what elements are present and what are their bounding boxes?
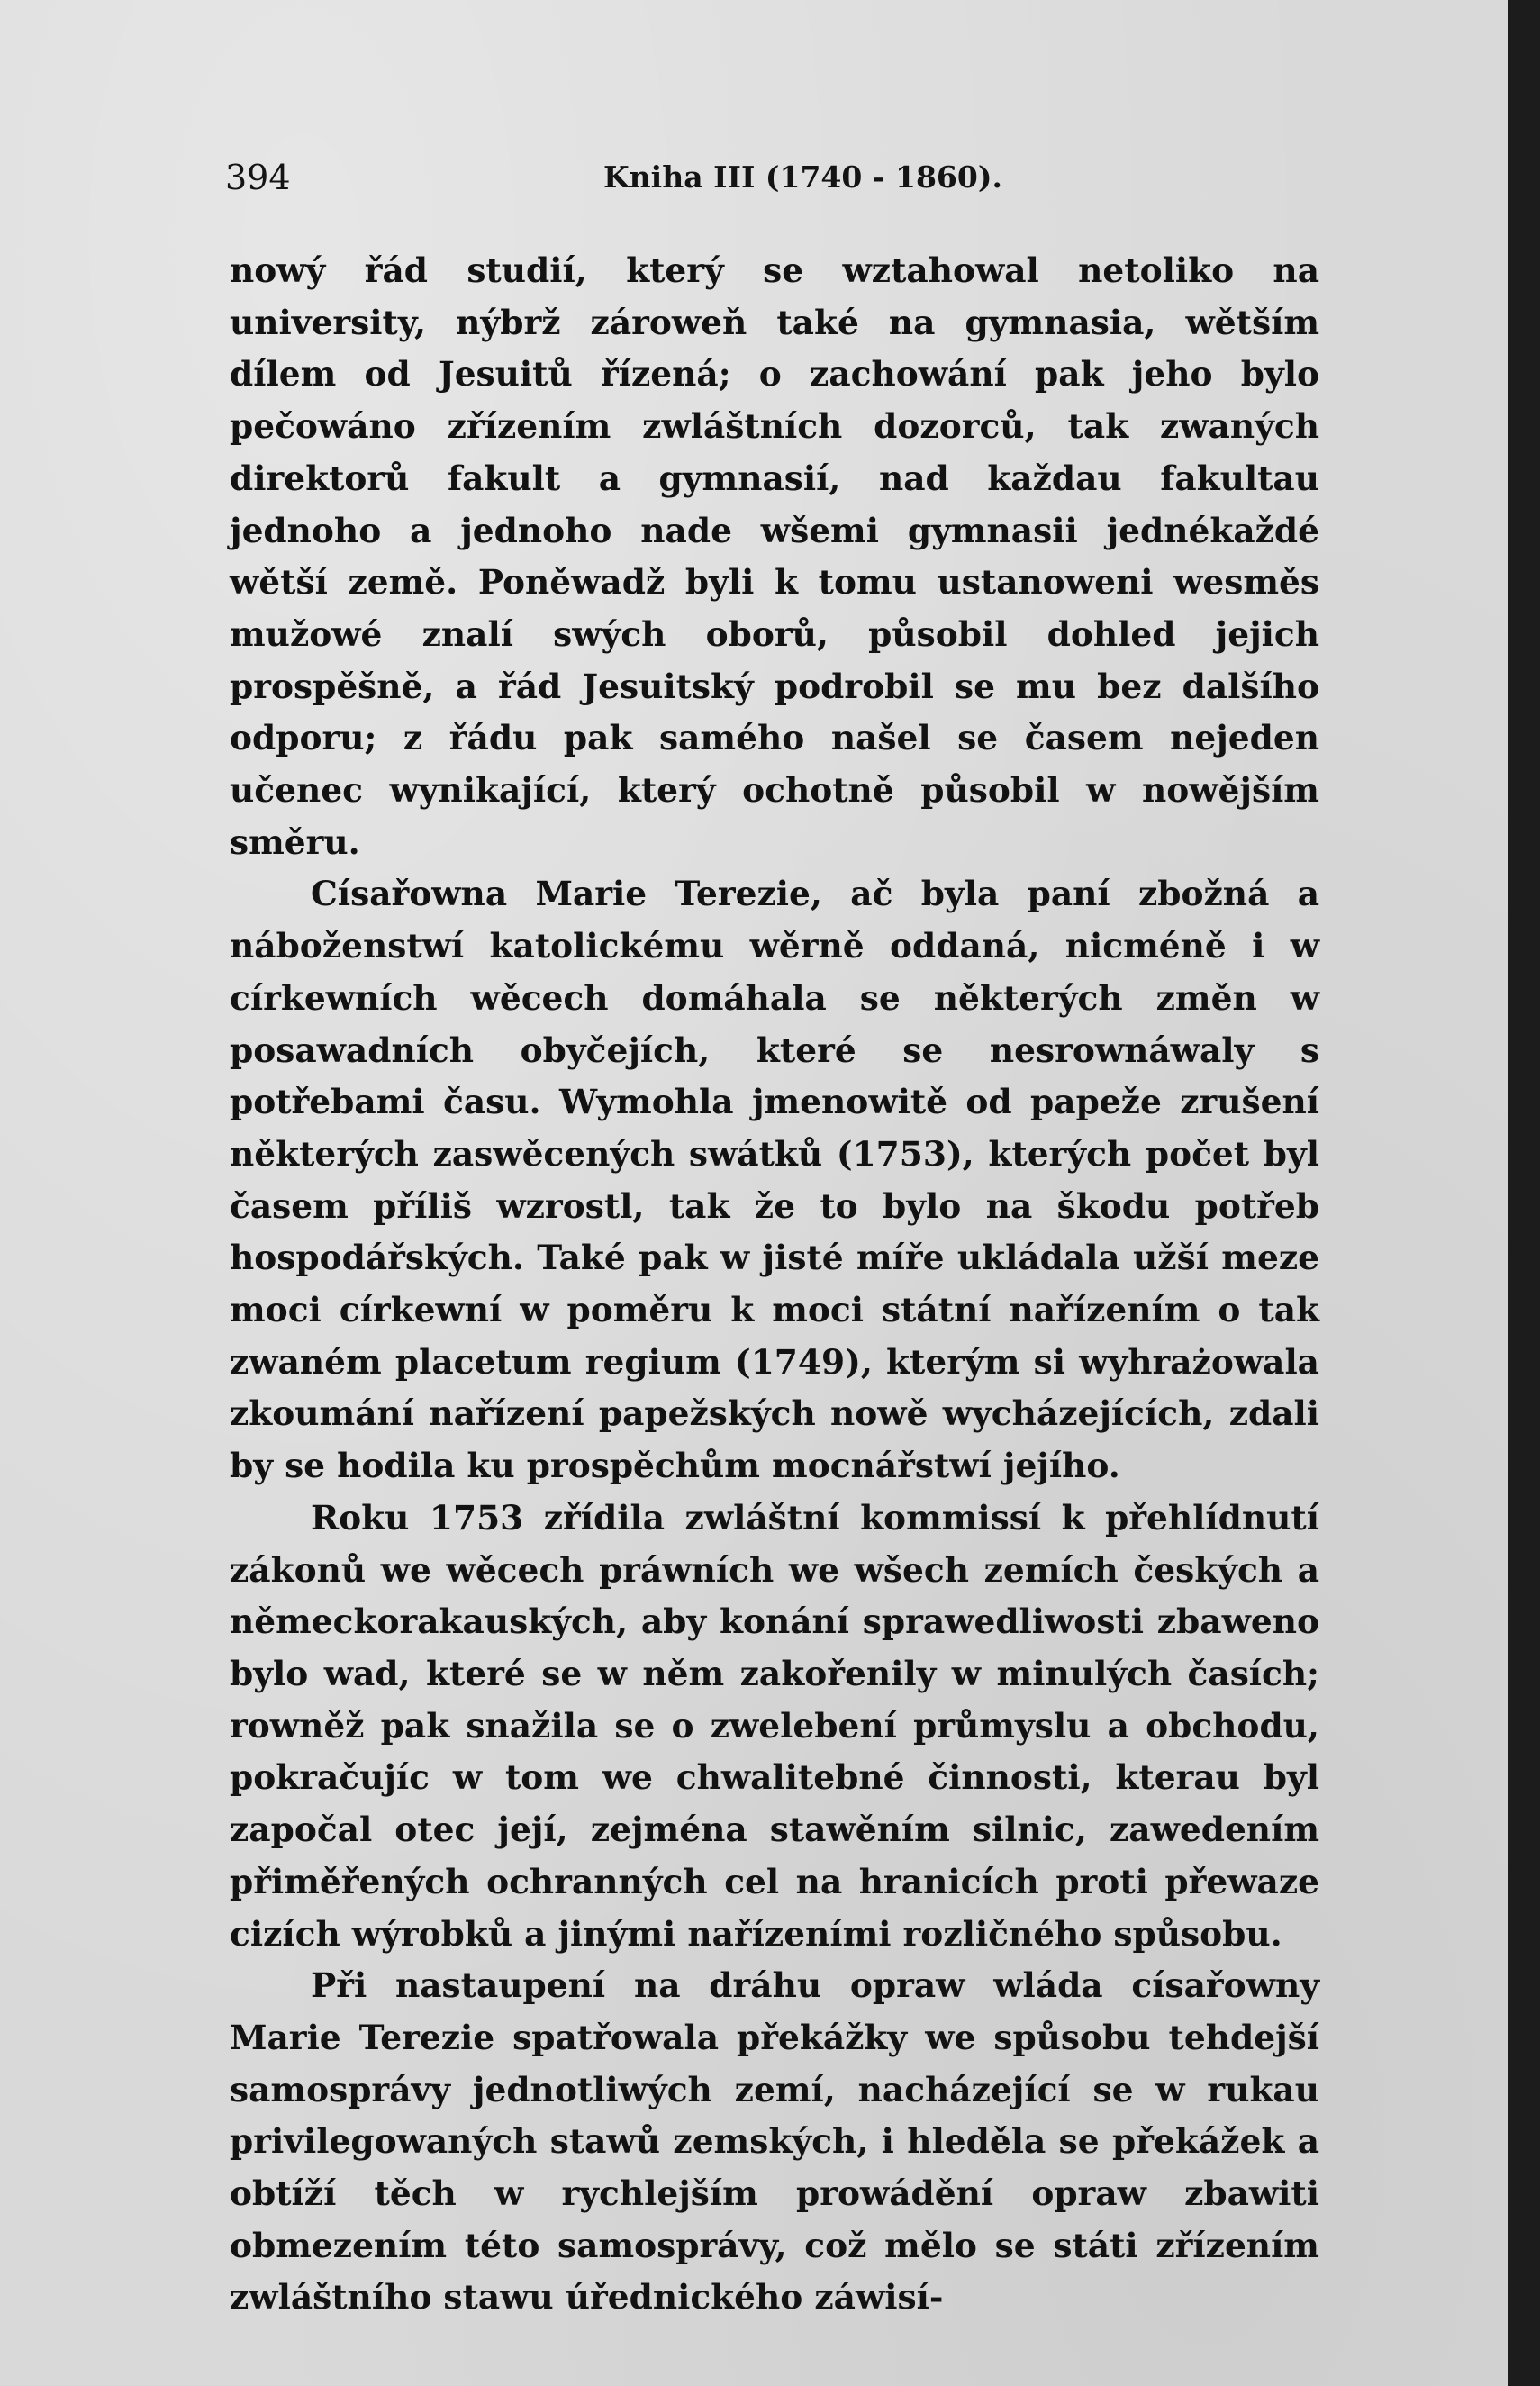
page-number: 394 bbox=[225, 158, 291, 197]
running-head: Kniha III (1740 - 1860). bbox=[603, 159, 1002, 195]
body-text bbox=[230, 245, 1319, 2324]
paragraph-continuation: nowý řád studií, který se wztahowal netoliko na university, nýbrž zároweň také na gymnasia, wětším dílem od Jesuitů řízená; o zachowání pak jeho bylo pečowáno zřízením zwláštních dozorců, tak zwaných direktorů fakult a gymnasií, nad každau fakultau jednoho a jednoho nade wšemi gymnasii jednékaždé wětší země. Poněwadž byli k tomu ustanoweni wesměs mužowé znalí swých oborů, působil dohled jejich prospěšně, a řád Jesuitský podrobil se mu bez dalšího odporu; z řádu pak samého našel se časem nejeden učenec wynikající, který ochotně působil w nowějším směru. bbox=[230, 250, 1319, 862]
paragraph-administration: Při nastaupení na dráhu opraw wláda císařowny Marie Terezie spatřowala překážky we spůsobu tehdejší samosprávy jednotliwých zemí, nacházející se w rukau privilegowaných stawů zemských, i hleděla se překážek a obtíží těch w rychlejším prowádění opraw zbawiti obmezením této samosprávy, což mělo se státi zřízením zwláštního stawu úřednického záwisí- bbox=[230, 1965, 1319, 2318]
paragraph-law-commission: Roku 1753 zřídila zwláštní kommissí k přehlídnutí zákonů we wěcech práwních we wšech zemích českých a německorakauských, aby konání sprawedliwosti zbaweno bylo wad, které se w něm zakořenily w minulých časích; rowněž pak snažila se o zwelebení průmyslu a obchodu, pokračujíc w tom we chwalitebné činnosti, kterau byl započal otec její, zejména stawěním silnic, zawedením přiměřených ochranných cel na hranicích proti přewaze cizích wýrobků a jinými nařízeními rozličného spůsobu. bbox=[230, 1497, 1319, 1954]
page-header bbox=[225, 155, 1153, 200]
paragraph-church-reforms: Císařowna Marie Terezie, ač byla paní zbožná a náboženstwí katolickému wěrně oddaná, nicméně i w církewních wěcech domáhala se některých změn w posawadních obyčejích, které se nesrownáwaly s potřebami času. Wymohla jmenowitě od papeže zrušení některých zaswěcených swátků (1753), kterých počet byl časem příliš wzrostl, tak že to bylo na škodu potřeb hospodářských. Také pak w jisté míře ukládala užší meze moci církewní w poměru k moci státní nařízením o tak zwaném placetum regium (1749), kterým si wyhrażowala zkoumání nařízení papežských nowě wycházejících, zdali by se hodila ku prospěchům mocnářstwí jejího. bbox=[230, 874, 1319, 1486]
